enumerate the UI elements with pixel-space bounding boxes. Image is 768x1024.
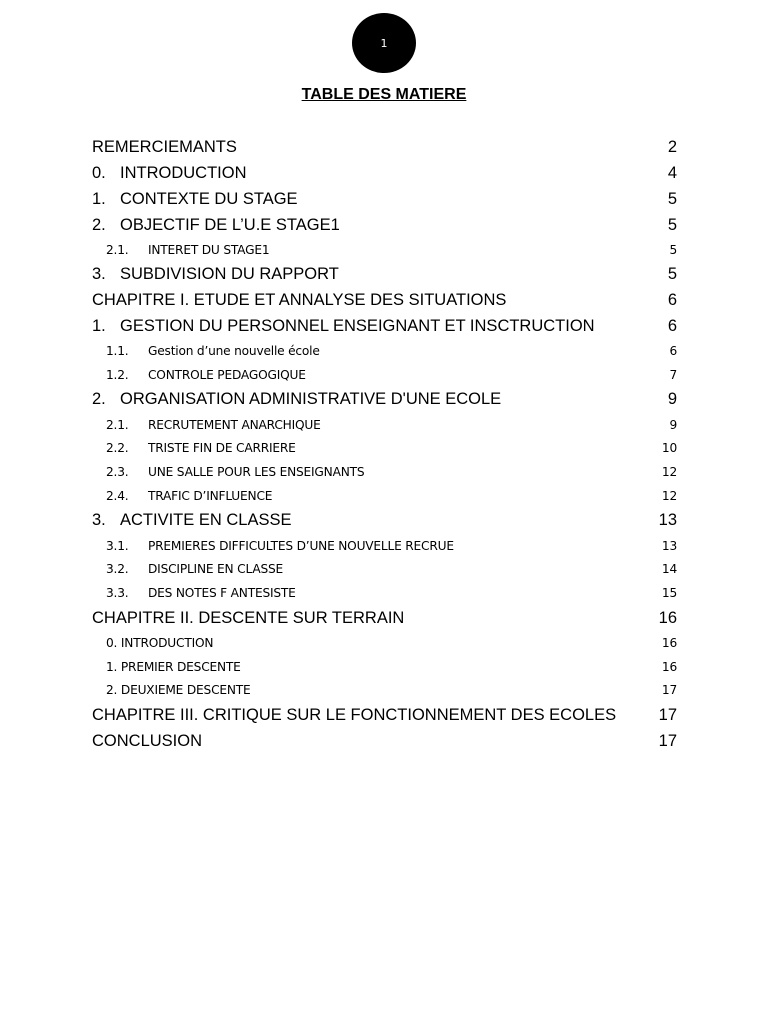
toc-entry[interactable] <box>92 387 677 413</box>
toc-entry-page: 16 <box>661 635 677 650</box>
toc-entry-page: 17 <box>658 705 677 724</box>
toc-entry[interactable] <box>92 558 677 582</box>
toc-entry[interactable] <box>92 508 677 534</box>
toc-entry-page: 13 <box>658 511 677 530</box>
toc-entry-number: 2.1. <box>106 243 129 258</box>
toc-entry-number: 3.3. <box>106 586 129 601</box>
toc-entry[interactable] <box>92 679 677 703</box>
toc-entry-page: 7 <box>669 368 677 383</box>
toc-entry-page: 17 <box>661 683 677 698</box>
toc-entry-page: 5 <box>667 265 677 284</box>
toc-entry-page: 12 <box>661 489 677 504</box>
toc-entry-title: RECRUTEMENT ANARCHIQUE <box>148 417 321 432</box>
toc-entry[interactable] <box>92 437 677 461</box>
toc-entry-page: 13 <box>661 538 677 553</box>
toc-entry-number: 3. <box>92 265 106 284</box>
toc-entry-number: 1. <box>92 189 106 208</box>
toc-entry-page: 6 <box>669 344 677 359</box>
toc-entry[interactable] <box>92 655 677 679</box>
toc-entry-title: TRISTE FIN DE CARRIERE <box>148 441 296 456</box>
toc-entry-title: INTRODUCTION <box>120 164 247 183</box>
toc-entry-title: ORGANISATION ADMINISTRATIVE D'UNE ECOLE <box>120 390 502 409</box>
toc-entry[interactable] <box>92 238 677 262</box>
toc-entry-number: 1. <box>92 316 106 335</box>
page-number-badge <box>352 13 416 73</box>
toc-title: TABLE DES MATIERE <box>301 86 467 103</box>
toc-entry-title: 0. INTRODUCTION <box>106 635 214 650</box>
toc-entry[interactable] <box>92 212 677 238</box>
toc-entry-title: 2. DEUXIEME DESCENTE <box>106 683 251 698</box>
toc-entry[interactable] <box>92 605 677 631</box>
toc-entry-number: 2.3. <box>106 465 129 480</box>
toc-entry-title: OBJECTIF DE L’U.E STAGE1 <box>120 215 340 234</box>
toc-entry-number: 3.1. <box>106 538 129 553</box>
toc-entry-page: 6 <box>667 316 677 335</box>
toc-entry-title: UNE SALLE POUR LES ENSEIGNANTS <box>148 465 365 480</box>
toc-entry[interactable] <box>92 728 677 754</box>
toc-entry-page: 5 <box>667 189 677 208</box>
toc-entry[interactable] <box>92 363 677 387</box>
toc-entry[interactable] <box>92 534 677 558</box>
toc-entry-page: 5 <box>669 243 677 258</box>
toc-entry-title: DES NOTES F ANTESISTE <box>148 586 296 601</box>
toc-entry-page: 14 <box>661 562 677 577</box>
toc-entry[interactable] <box>92 702 677 728</box>
toc-entry-title: ACTIVITE EN CLASSE <box>120 511 292 530</box>
toc-entry-title: REMERCIEMANTS <box>92 138 237 157</box>
toc-entry-number: 3.2. <box>106 562 129 577</box>
toc-entry-title: TRAFIC D’INFLUENCE <box>148 489 273 504</box>
toc-entry-page: 2 <box>667 138 677 157</box>
toc-entry-number: 2. <box>92 390 106 409</box>
toc-entry-page: 16 <box>658 608 677 627</box>
toc-entry[interactable] <box>92 339 677 363</box>
toc-entry-number: 1.2. <box>106 368 129 383</box>
toc-entry-title: CHAPITRE III. CRITIQUE SUR LE FONCTIONNEMENT DES ECOLES <box>92 705 617 724</box>
toc-entry-title: CONCLUSION <box>92 731 203 750</box>
toc-entry[interactable] <box>92 413 677 437</box>
toc-entry[interactable] <box>92 460 677 484</box>
toc-entry[interactable] <box>92 314 677 340</box>
toc-entry[interactable] <box>92 161 677 187</box>
toc-entry-number: 2.4. <box>106 489 129 504</box>
table-of-contents <box>92 135 677 754</box>
toc-entry-title: CHAPITRE II. DESCENTE SUR TERRAIN <box>92 608 405 627</box>
toc-entry[interactable] <box>92 262 677 288</box>
toc-entry-number: 2. <box>92 215 106 234</box>
toc-entry-number: 2.2. <box>106 441 129 456</box>
toc-entry-page: 9 <box>667 390 677 409</box>
toc-entry-page: 6 <box>667 291 677 310</box>
toc-entry-title: CHAPITRE I. ETUDE ET ANNALYSE DES SITUATIONS <box>92 291 507 310</box>
toc-entry-number: 3. <box>92 511 106 530</box>
toc-entry-page: 5 <box>667 215 677 234</box>
toc-entry-title: Gestion d’une nouvelle école <box>148 344 320 359</box>
toc-entry[interactable] <box>92 484 677 508</box>
toc-entry[interactable] <box>92 135 677 161</box>
toc-entry-number: 2.1. <box>106 417 129 432</box>
toc-entry-title: CONTROLE PEDAGOGIQUE <box>148 368 306 383</box>
toc-entry-page: 12 <box>661 465 677 480</box>
toc-entry-title: GESTION DU PERSONNEL ENSEIGNANT ET INSCTRUCTION <box>120 316 595 335</box>
toc-entry-title: DISCIPLINE EN CLASSE <box>148 562 284 577</box>
toc-entry-page: 10 <box>661 441 677 456</box>
toc-entry[interactable] <box>92 631 677 655</box>
toc-entry-page: 9 <box>669 417 677 432</box>
toc-entry-title: CONTEXTE DU STAGE <box>120 189 298 208</box>
toc-entry[interactable] <box>92 581 677 605</box>
toc-entry-page: 16 <box>661 659 677 674</box>
toc-entry-number: 0. <box>92 164 106 183</box>
toc-entry-title: PREMIERES DIFFICULTES D’UNE NOUVELLE RECRUE <box>148 538 454 553</box>
toc-entry-title: SUBDIVISION DU RAPPORT <box>120 265 339 284</box>
toc-entry-title: INTERET DU STAGE1 <box>148 243 270 258</box>
toc-entry-page: 15 <box>661 586 677 601</box>
toc-entry-title: 1. PREMIER DESCENTE <box>106 659 241 674</box>
page-number: 1 <box>380 36 388 50</box>
toc-entry-page: 17 <box>658 731 677 750</box>
toc-entry-number: 1.1. <box>106 344 129 359</box>
toc-entry-page: 4 <box>667 164 677 183</box>
toc-entry[interactable] <box>92 187 677 213</box>
toc-entry[interactable] <box>92 288 677 314</box>
